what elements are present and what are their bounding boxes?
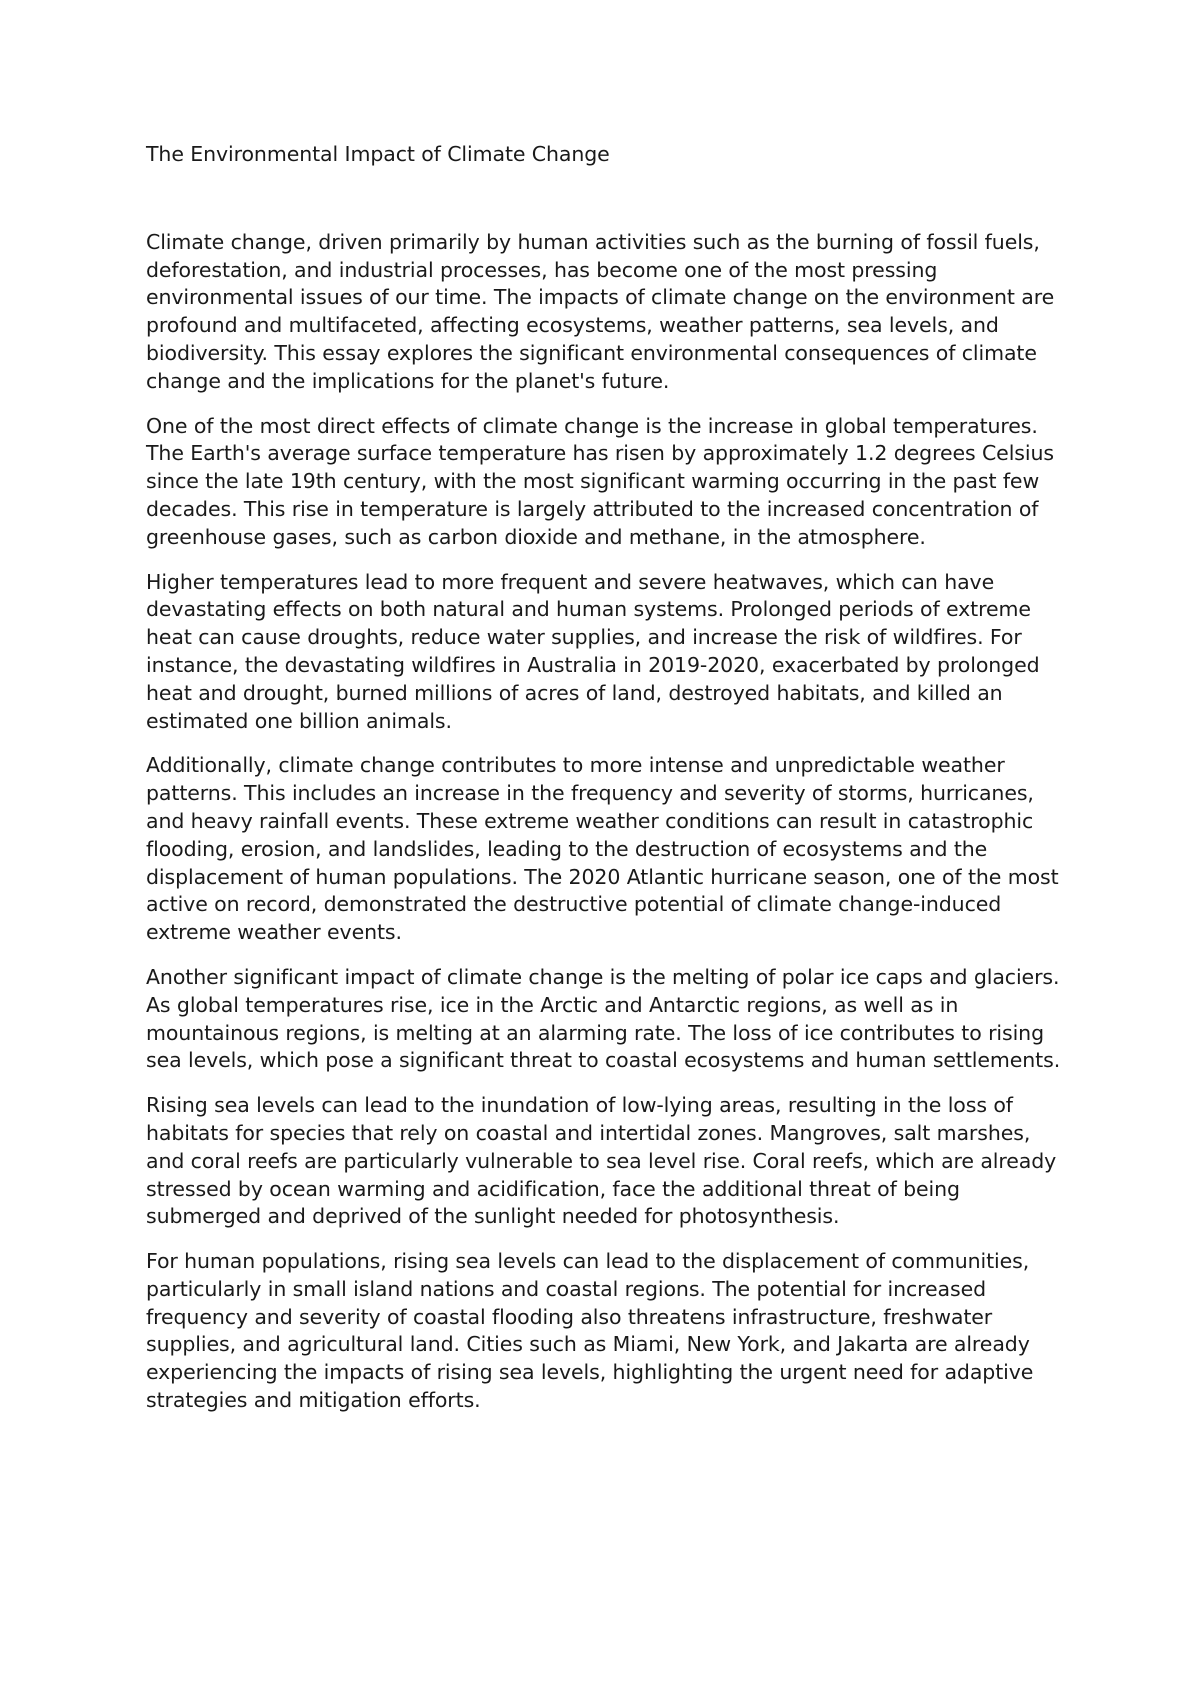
document-body [146,141,1066,1432]
paragraph-heatwaves: Higher temperatures lead to more frequent and severe heatwaves, which can have devastating effects on both natural and human systems. Prolonged periods of extreme heat can cause droughts, reduce water supplies, and increase the risk of wildfires. For instance, the devastating wildfires in Australia in 2019-2020, exacerbated by prolonged heat and drought, burned millions of acres of land, destroyed habitats, and killed an estimated one billion animals. [146,569,1040,733]
paragraph-melting-ice: Another significant impact of climate change is the melting of polar ice caps and glaciers. As global temperatures rise, ice in the Arctic and Antarctic regions, as well as in mountainous regions, is melting at an alarming rate. The loss of ice contributes to rising sea levels, which pose a significant threat to coastal ecosystems and human settlements. [146,964,1061,1073]
paragraph-extreme-weather: Additionally, climate change contributes to more intense and unpredictable weather patterns. This includes an increase in the frequency and severity of storms, hurricanes, and heavy rainfall events. These extreme weather conditions can result in catastrophic flooding, erosion, and landslides, leading to the destruction of ecosystems and the displacement of human populations. The 2020 Atlantic hurricane season, one of the most active on record, demonstrated the destructive potential of climate change-induced extreme weather events. [146,753,1059,945]
paragraph-global-temperatures: One of the most direct effects of climate change is the increase in global temperatures. The Earth's average surface temperature has risen by approximately 1.2 degrees Celsius since the late 19th century, with the most significant warming occurring in the past few decades. This rise in temperature is largely attributed to the increased concentration of greenhouse gases, such as carbon dioxide and methane, in the atmosphere. [146,413,1054,549]
paragraph-sea-level-habitats: Rising sea levels can lead to the inundation of low-lying areas, resulting in the loss of habitats for species that rely on coastal and intertidal zones. Mangroves, salt marshes, and coral reefs are particularly vulnerable to sea level rise. Coral reefs, which are already stressed by ocean warming and acidification, face the additional threat of being submerged and deprived of the sunlight needed for photosynthesis. [146,1093,1057,1229]
paragraph-introduction: Climate change, driven primarily by human activities such as the burning of fossil fuels, deforestation, and industrial processes, has become one of the most pressing environmental issues of our time. The impacts of climate change on the environment are profound and multifaceted, affecting ecosystems, weather patterns, sea levels, and biodiversity. This essay explores the significant environmental consequences of climate change and the implications for the planet's future. [146,229,1055,393]
document-title: The Environmental Impact of Climate Change [146,142,610,166]
paragraph-human-displacement: For human populations, rising sea levels can lead to the displacement of communities, particularly in small island nations and coastal regions. The potential for increased frequency and severity of coastal flooding also threatens infrastructure, freshwater supplies, and agricultural land. Cities such as Miami, New York, and Jakarta are already experiencing the impacts of rising sea levels, highlighting the urgent need for adaptive strategies and mitigation efforts. [146,1249,1034,1413]
